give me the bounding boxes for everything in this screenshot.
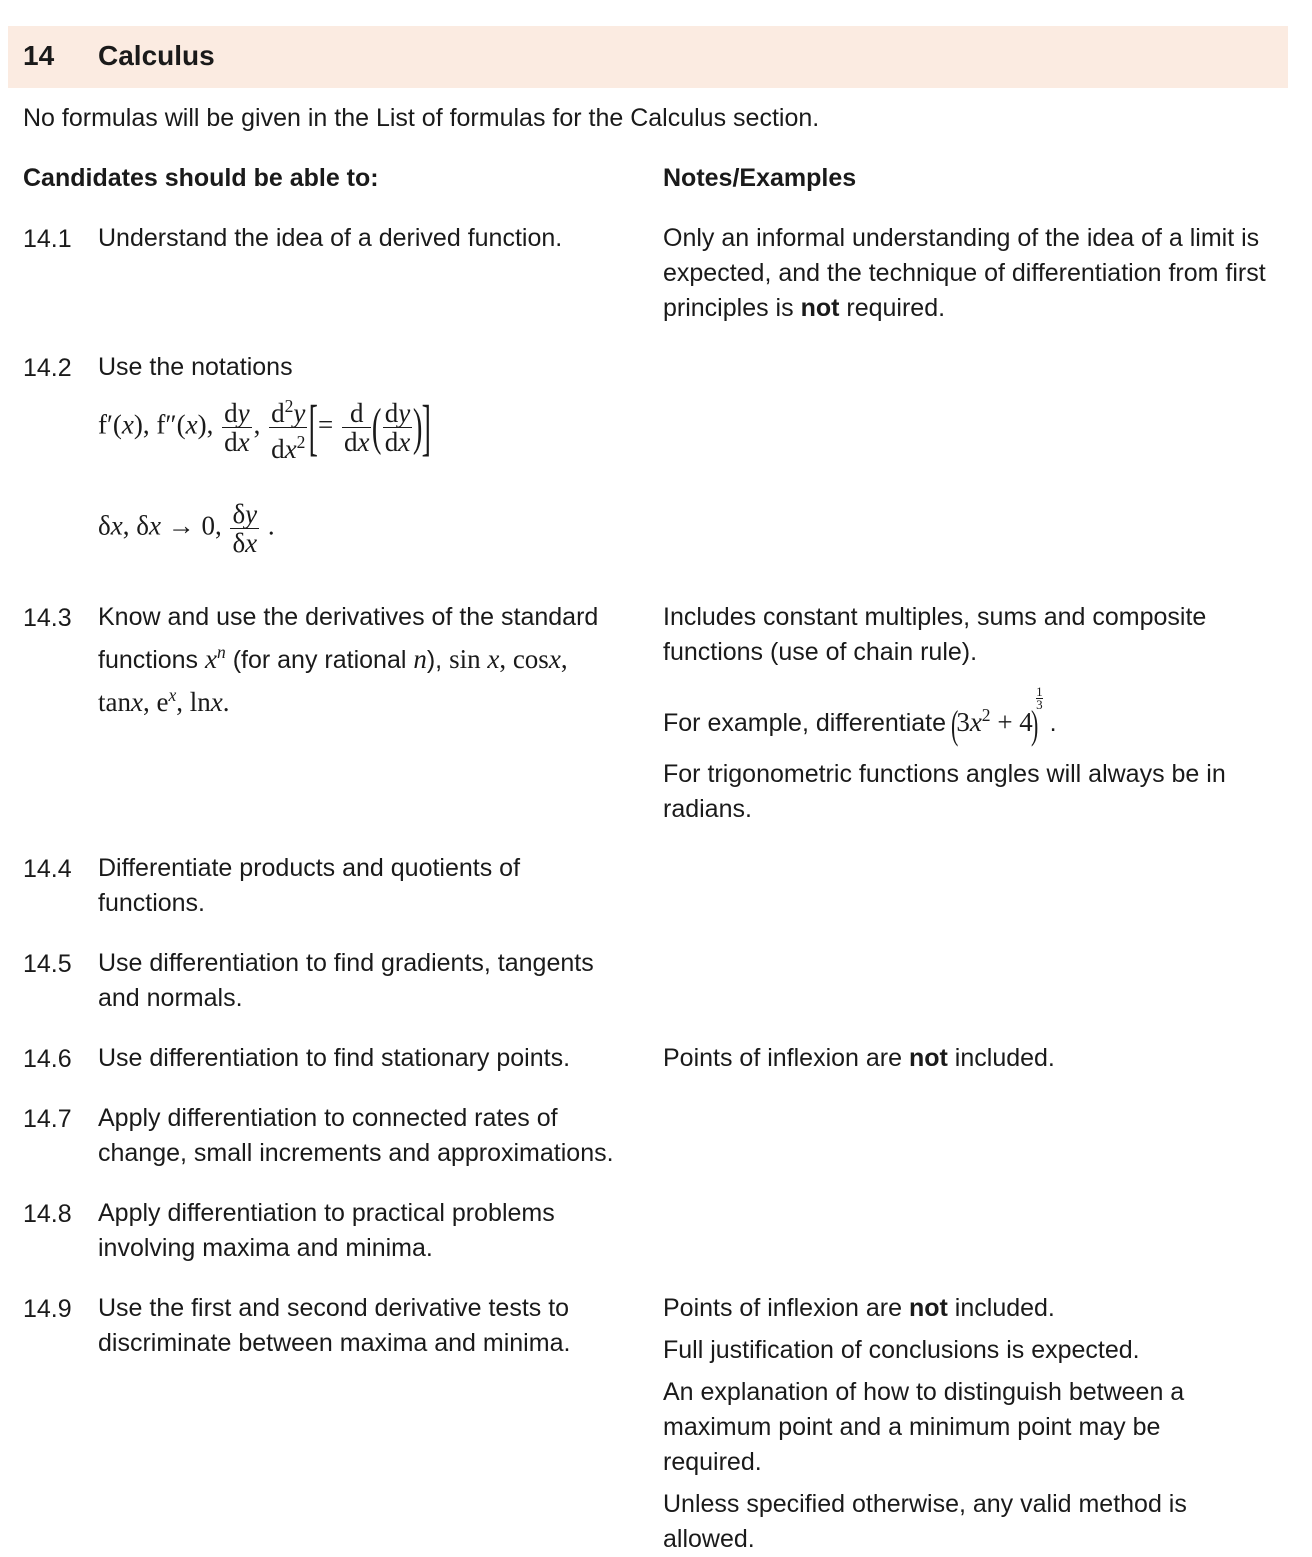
item-text: Use differentiation to find stationary points. — [98, 1044, 571, 1072]
item-text: Know and use the derivatives of the standard functions $x^n$ (for any rational n), sin x, cosx, tanx, $e^x$, lnx. — [98, 603, 599, 717]
item-note: For trigonometric functions angles will always be in radians. — [663, 760, 1226, 823]
item-text: Use the notations — [98, 353, 293, 381]
item-number: 14.3 — [23, 604, 72, 632]
section-number: 14 — [23, 40, 55, 71]
item-number: 14.4 — [23, 855, 72, 883]
right-column-heading: Notes/Examples — [663, 164, 857, 192]
item-text: Differentiate products and quotients of functions. — [98, 854, 521, 917]
left-column-heading: Candidates should be able to: — [23, 164, 379, 192]
item-text: Apply differentiation to practical problems involving maxima and minima. — [98, 1199, 555, 1262]
item-number: 14.6 — [23, 1045, 72, 1073]
item-number: 14.1 — [23, 225, 72, 253]
item-notes: Points of inflexion are not included. Full justification of conclusions is expected. An explanation of how to distinguish between a maximum point and a minimum point may be required. Unless specified otherwise, any valid method is allowed. — [663, 1294, 1187, 1553]
item-note-example: For example, differentiate $(3x^2 + 4)$ $^{\frac{1}{3}}$ . — [663, 684, 1057, 747]
notation-formula-2: δx, δx → 0, $\frac{\delta y}{\delta x}$ . — [98, 499, 275, 558]
section-title: Calculus — [98, 40, 215, 71]
item-text: Apply differentiation to connected rates of change, small increments and approximations. — [98, 1104, 614, 1167]
item-note: Points of inflexion are not included. — [663, 1044, 1055, 1072]
item-text: Use the first and second derivative tests to discriminate between maxima and minima. — [98, 1294, 571, 1357]
item-text: Use differentiation to find gradients, tangents and normals. — [98, 949, 594, 1012]
item-number: 14.9 — [23, 1295, 72, 1323]
notation-formula-1: f′(x), f″(x), $\frac{dy}{dx}$ , $\frac{d^2y}{dx^2}$ [= $\frac{d}{dx}$ ( $\frac{dy}{dx}$ )] — [98, 393, 431, 464]
item-number: 14.5 — [23, 950, 72, 978]
item-number: 14.2 — [23, 354, 72, 382]
item-text: Understand the idea of a derived function. — [98, 224, 563, 252]
item-note: Only an informal understanding of the idea of a limit is expected, and the technique of differentiation from first principles is not required. — [663, 224, 1266, 322]
item-number: 14.8 — [23, 1200, 72, 1228]
item-number: 14.7 — [23, 1105, 72, 1133]
intro-text: No formulas will be given in the List of formulas for the Calculus section. — [23, 104, 820, 132]
item-note: Includes constant multiples, sums and composite functions (use of chain rule). — [663, 603, 1207, 666]
section-header — [8, 26, 1288, 88]
